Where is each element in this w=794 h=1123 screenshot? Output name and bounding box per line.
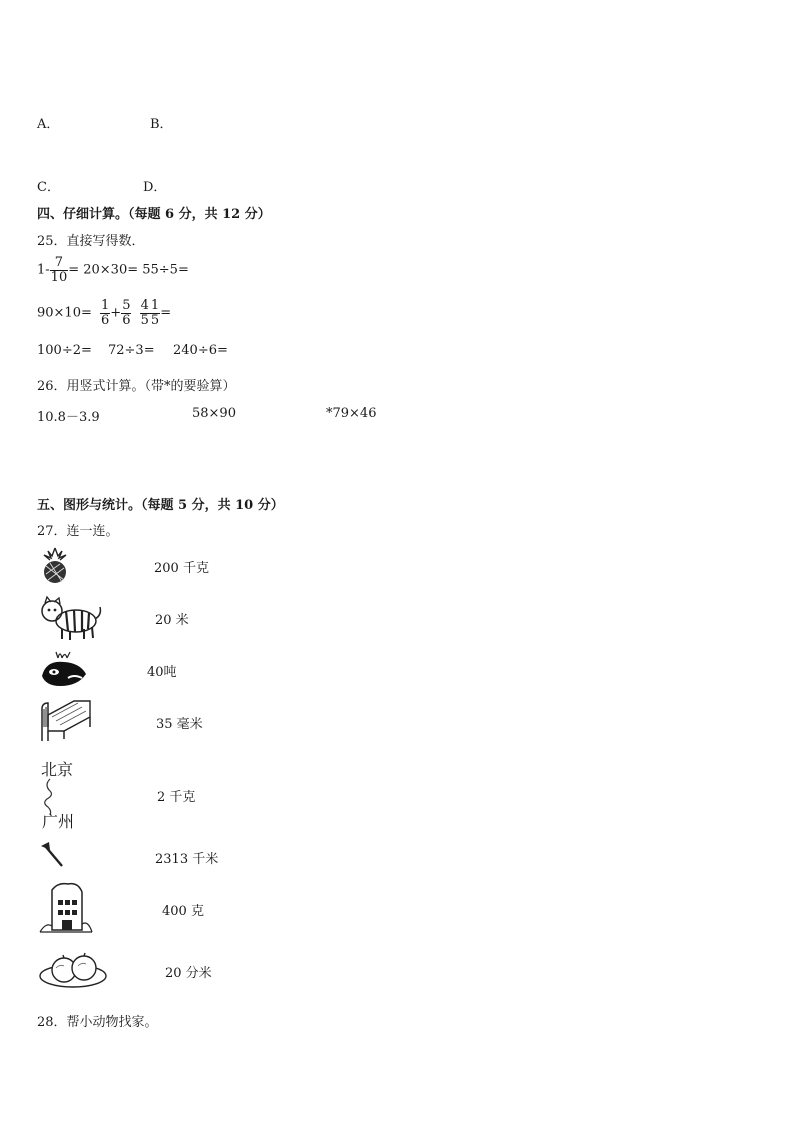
q27-answer: 40吨 <box>147 665 177 680</box>
fraction-numerator: 5 <box>122 298 131 313</box>
q25-row1-prefix: 1- <box>37 262 50 278</box>
map-label-guangzhou: 广州 <box>42 812 75 831</box>
q27-label: 27．连一连。 <box>37 524 119 539</box>
q25-row2 <box>37 299 171 327</box>
q27-answer: 400 克 <box>162 904 204 919</box>
q26-item: 58×90 <box>192 406 236 421</box>
q25-row3-item: 100÷2= <box>37 343 92 358</box>
fraction-numerator: 7 <box>54 255 64 270</box>
fraction-5-6 <box>121 299 131 327</box>
section5-title: 五、图形与统计。（每题 5 分，共 10 分） <box>37 498 284 513</box>
option-b: B． <box>150 117 173 132</box>
q25-row3-item: 72÷3= <box>108 343 155 358</box>
fraction-denominator: 5 <box>140 312 149 328</box>
q25-row2-prefix: 90×10= <box>37 305 92 321</box>
map-label-beijing: 北京 <box>41 760 74 779</box>
fraction-denominator: 6 <box>122 312 131 328</box>
option-c: C． <box>37 180 60 195</box>
q26-item: 10.8－3.9 <box>37 410 100 425</box>
q25-label: 25．直接写得数． <box>37 234 145 249</box>
building-icon <box>38 880 94 934</box>
q26-item: *79×46 <box>326 406 377 421</box>
option-a: A． <box>37 117 60 132</box>
oranges-icon <box>38 952 110 990</box>
q26-label: 26．用竖式计算。（带*的要验算） <box>37 379 236 394</box>
q27-answer: 20 米 <box>155 613 189 628</box>
bed-icon <box>38 697 92 743</box>
q25-row1 <box>37 256 189 284</box>
fraction-numerator: 1 <box>150 298 160 313</box>
fraction-4-5 <box>140 299 150 327</box>
q27-answer: 2 千克 <box>157 790 196 805</box>
fraction-denominator: 6 <box>101 312 110 328</box>
q27-answer: 20 分米 <box>165 966 212 981</box>
section4-title: 四、仔细计算。（每题 6 分，共 12 分） <box>37 207 271 222</box>
fraction-1-5 <box>150 299 160 327</box>
fraction-numerator: 4 <box>140 298 149 313</box>
q25-row3-item: 240÷6= <box>173 343 228 358</box>
option-d: D． <box>143 180 167 195</box>
fraction-numerator: 1 <box>101 298 110 313</box>
tiger-icon <box>38 593 104 643</box>
fraction-7-10 <box>50 256 69 284</box>
fraction-1-6 <box>100 299 110 327</box>
plus-sign: + <box>110 305 122 321</box>
q27-answer: 35 毫米 <box>156 717 203 732</box>
q25-row1-rest: = 20×30= 55÷5= <box>68 262 189 278</box>
q27-answer: 2313 千米 <box>155 852 219 867</box>
nail-icon <box>38 840 68 870</box>
q27-answer: 200 千克 <box>154 561 209 576</box>
fraction-pair-4-5-1-5 <box>140 299 161 327</box>
fraction-denominator: 10 <box>50 269 68 285</box>
whale-icon <box>38 648 90 690</box>
q25-row2-suffix: = <box>160 305 172 321</box>
pineapple-icon <box>38 546 72 584</box>
fraction-denominator: 5 <box>150 312 160 328</box>
q28-label: 28．帮小动物找家。 <box>37 1015 158 1030</box>
